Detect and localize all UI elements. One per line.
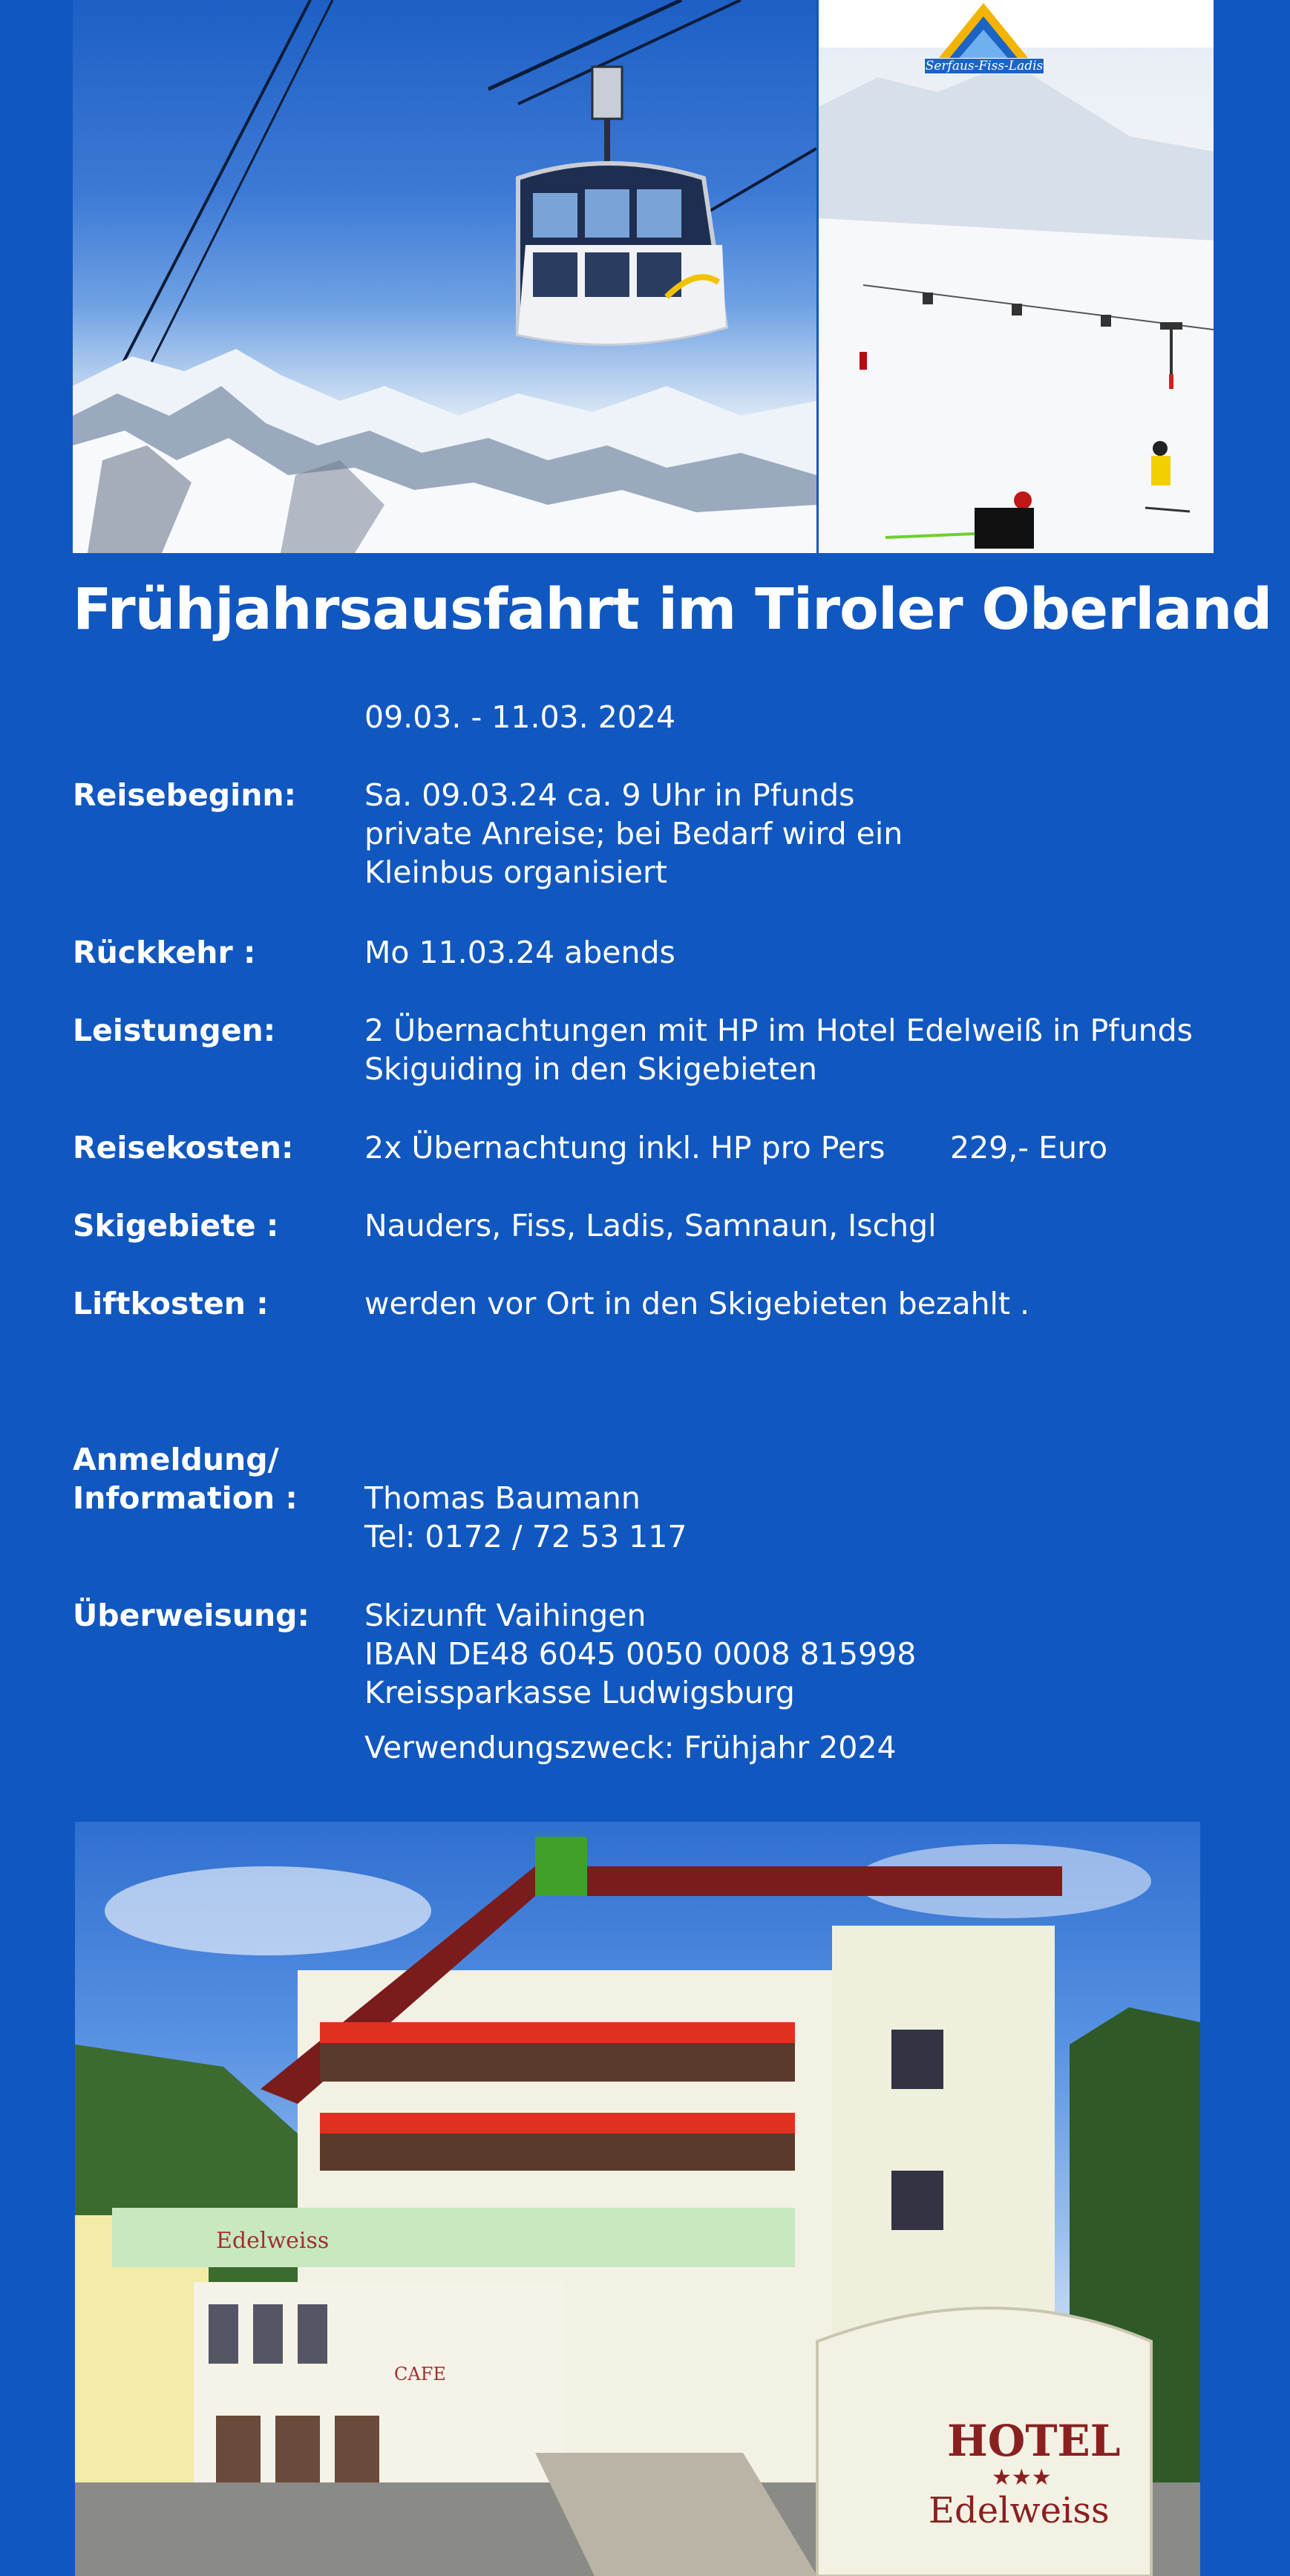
value-departure [364,776,903,892]
contact-phone: Tel: 0172 / 72 53 117 [364,1519,687,1555]
cafe-sign: CAFE [394,2364,446,2384]
transfer-iban: IBAN DE48 6045 0050 0008 815998 [364,1636,917,1672]
value-ski-areas: Nauders, Fiss, Ladis, Samnaun, Ischgl [364,1208,937,1243]
value-return: Mo 11.03.24 abends [364,935,675,970]
hotel-sign-stars: ★★★ [992,2465,1052,2491]
gondola-illustration [73,0,816,553]
label-lift-costs: Liftkosten : [73,1286,269,1321]
services-line-1: 2 Übernachtungen mit HP im Hotel Edelweiß in Pfunds [364,1013,1193,1048]
logo-text: Serfaus-Fiss-Ladis [925,59,1044,73]
page-title: Frühjahrsausfahrt im Tiroler Oberland [73,577,1272,643]
label-departure: Reisebeginn: [73,777,296,813]
value-transfer [364,1596,916,1712]
registration-label-line-2: Information : [73,1480,298,1516]
registration-label-line-1: Anmeldung/ [73,1442,279,1477]
label-registration [73,1440,298,1517]
departure-line-3: Kleinbus organisiert [364,854,667,890]
hotel-side-sign: Edelweiss [216,2228,330,2254]
travel-dates: 09.03. - 11.03. 2024 [364,699,676,735]
label-return: Rückkehr : [73,935,256,970]
services-line-2: Skiguiding in den Skigebieten [364,1051,818,1087]
value-registration [364,1479,687,1556]
hotel-photo [75,1822,1200,2576]
payment-purpose: Verwendungszweck: Frühjahr 2024 [364,1730,897,1765]
label-transfer: Überweisung: [73,1598,310,1633]
value-costs: 2x Übernachtung inkl. HP pro Pers [364,1130,885,1166]
hotel-sign-text: HOTEL [947,2416,1121,2466]
transfer-bank: Kreissparkasse Ludwigsburg [364,1675,795,1710]
cost-price: 229,- Euro [950,1130,1108,1166]
label-costs: Reisekosten: [73,1130,294,1166]
ski-illustration [819,48,1214,553]
value-services [364,1011,1193,1088]
ski-slope-photo [819,0,1214,553]
contact-name: Thomas Baumann [364,1480,641,1516]
transfer-recipient: Skizunft Vaihingen [364,1598,646,1633]
value-lift-costs: werden vor Ort in den Skigebieten bezahlt . [364,1286,1030,1321]
label-services: Leistungen: [73,1013,276,1048]
hotel-sign-name: Edelweiss [929,2490,1110,2531]
label-ski-areas: Skigebiete : [73,1208,279,1243]
departure-line-2: private Anreise; bei Bedarf wird ein [364,816,903,851]
gondola-photo [73,0,816,553]
departure-line-1: Sa. 09.03.24 ca. 9 Uhr in Pfunds [364,777,855,813]
ski-slope-scene [819,48,1214,553]
